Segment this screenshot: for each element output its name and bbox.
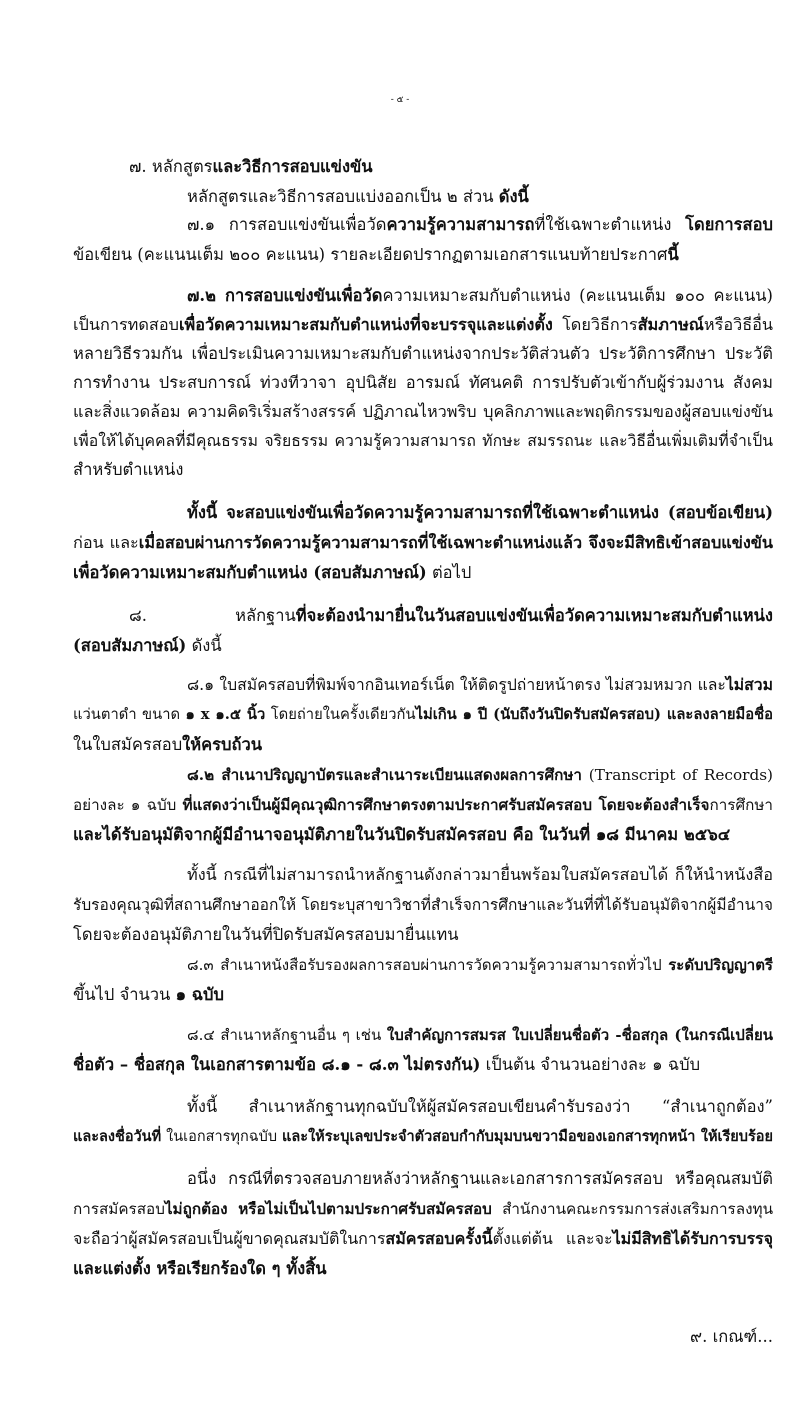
page-number: - ๕ - [390,95,410,105]
section-7-2-line-7: สำหรับตำแหน่ง [73,460,184,479]
section-7-2-line-2: เป็นการทดสอบเพื่อวัดความเหมาะสมกับตำแหน่งที่จะบรรจุและแต่งตั้ง โดยวิธีการสัมภาษณ์หรือวิธีอื่น [73,315,773,334]
section-8-4-line-1: ๘.๔ สำเนาหลักฐานอื่น ๆ เช่น ใบสำคัญการสมรส ใบเปลี่ยนชื่อตัว -ชื่อสกุล (ในกรณีเปลี่ยน [187,1026,773,1044]
section-7-note-line-2: ก่อน และเมื่อสอบผ่านการวัดความรู้ความสามารถที่ใช้เฉพาะตำแหน่งแล้ว จึงจะมีสิทธิเข้าสอบแข่งขัน [73,533,773,552]
section-8-1-line-3: ในใบสมัครสอบให้ครบถ้วน [73,735,263,754]
section-8-heading-line-2: (สอบสัมภาษณ์) ดังนี้ [73,636,222,655]
section-8-2-line-2: อย่างละ ๑ ฉบับ ที่แสดงว่าเป็นผู้มีคุณวุฒิการศึกษาตรงตามประกาศรับสมัครสอบ โดยจะต้องสำเร็จการศึกษา [73,796,773,814]
section-7-2-line-1: ๗.๒ การสอบแข่งขันเพื่อวัดความเหมาะสมกับตำแหน่ง (คะแนนเต็ม ๑๐๐ คะแนน) [187,286,773,305]
section-8-3-line-1: ๘.๓ สำเนาหนังสือรับรองผลการสอบผ่านการวัดความรู้ความสามารถทั่วไป ระดับปริญญาตรี [187,956,773,974]
section-8-4-line-2: ชื่อตัว – ชื่อสกุล ในเอกสารตามข้อ ๘.๑ - ๘.๓ ไม่ตรงกัน) เป็นต้น จำนวนอย่างละ ๑ ฉบับ [73,1055,701,1074]
section-7-note-line-1: ทั้งนี้ จะสอบแข่งขันเพื่อวัดความรู้ความสามารถที่ใช้เฉพาะตำแหน่ง (สอบข้อเขียน) [187,503,773,522]
invalidity-note-line-3: จะถือว่าผู้สมัครสอบเป็นผู้ขาดคุณสมบัติในการสมัครสอบครั้งนี้ตั้งแต่ต้น และจะไม่มีสิทธิได้รับการบรรจุ [73,1229,773,1248]
section-8-2-line-3: และได้รับอนุมัติจากผู้มีอำนาจอนุมัติภายในวันปิดรับสมัครสอบ คือ ในวันที่ ๑๘ มีนาคม ๒๕๖๔ [73,825,731,844]
section-8-heading-line-1: ๘. หลักฐานที่จะต้องนำมายื่นในวันสอบแข่งขันเพื่อวัดความเหมาะสมกับตำแหน่ง [129,606,773,625]
section-8-1-line-1: ๘.๑ ใบสมัครสอบที่พิมพ์จากอินเทอร์เน็ต ให้ติดรูปถ่ายหน้าตรง ไม่สวมหมวก และไม่สวม [187,675,773,694]
invalidity-note-line-2: การสมัครสอบไม่ถูกต้อง หรือไม่เป็นไปตามประกาศรับสมัครสอบ สำนักงานคณะกรรมการส่งเสริมการลงทุน [73,1200,773,1218]
section-8-2-note-line-1: ทั้งนี้ กรณีที่ไม่สามารถนำหลักฐานดังกล่าวมายื่นพร้อมใบสมัครสอบได้ ก็ให้นำหนังสือ [187,865,773,884]
section-8-1-line-2: แว่นตาดำ ขนาด ๑ x ๑.๕ นิ้ว โดยถ่ายในครั้งเดียวกันไม่เกิน ๑ ปี (นับถึงวันปิดรับสมัครสอบ) และลงลายมือชื่อ [73,706,773,723]
section-7-note-line-3: เพื่อวัดความเหมาะสมกับตำแหน่ง (สอบสัมภาษณ์) ต่อไป [73,563,472,582]
next-page-continuation: ๙. เกณฑ์... [690,1327,773,1346]
section-7-2-line-4: การทำงาน ประสบการณ์ ท่วงทีวาจา อุปนิสัย อารมณ์ ทัศนคติ การปรับตัวเข้ากับผู้ร่วมงาน สังคม [73,373,773,392]
invalidity-note-line-1: อนึ่ง กรณีที่ตรวจสอบภายหลังว่าหลักฐานและเอกสารการสมัครสอบ หรือคุณสมบัติ [187,1169,773,1188]
section-8-2-note-line-2: รับรองคุณวุฒิที่สถานศึกษาออกให้ โดยระบุสาขาวิชาที่สำเร็จการศึกษาและวันที่ที่ได้รับอนุมัติจากผู้มีอำนาจ [73,896,773,914]
section-7-intro: หลักสูตรและวิธีการสอบแบ่งออกเป็น ๒ ส่วน ดังนี้ [187,187,529,206]
certification-note-line-1: ทั้งนี้ สำเนาหลักฐานทุกฉบับให้ผู้สมัครสอบเขียนคำรับรองว่า “สำเนาถูกต้อง” [187,1097,773,1116]
section-8-3-line-2: ขึ้นไป จำนวน ๑ ฉบับ [73,985,224,1004]
section-7-2-line-6: เพื่อให้ได้บุคคลที่มีคุณธรรม จริยธรรม ความรู้ความสามารถ ทักษะ สมรรถนะ และวิธีอื่นเพิ่มเติมที่จำเป็น [73,431,773,450]
section-8-2-note-line-3: โดยจะต้องอนุมัติภายในวันที่ปิดรับสมัครสอบมายื่นแทน [73,925,459,944]
section-7-2-line-3: หลายวิธีรวมกัน เพื่อประเมินความเหมาะสมกับตำแหน่งจากประวัติส่วนตัว ประวัติการศึกษา ประวัติ [73,344,773,363]
section-8-2-line-1: ๘.๒ สำเนาปริญญาบัตรและสำเนาระเบียนแสดงผลการศึกษา (Transcript of Records) [187,766,773,784]
section-7-heading: ๗. หลักสูตรและวิธีการสอบแข่งขัน [129,157,373,176]
section-7-1-line-1: ๗.๑ การสอบแข่งขันเพื่อวัดความรู้ความสามารถที่ใช้เฉพาะตำแหน่ง โดยการสอบ [187,215,773,234]
certification-note-line-2: และลงชื่อวันที่ ในเอกสารทุกฉบับ และให้ระบุเลขประจำตัวสอบกำกับมุมบนขวามือของเอกสารทุกหน้า ให้เรียบร้อย [73,1128,773,1145]
section-7-1-line-2: ข้อเขียน (คะแนนเต็ม ๒๐๐ คะแนน) รายละเอียดปรากฏตามเอกสารแนบท้ายประกาศนี้ [73,245,679,264]
section-7-2-line-5: และสิ่งแวดล้อม ความคิดริเริ่มสร้างสรรค์ ปฏิภาณไหวพริบ บุคลิกภาพและพฤติกรรมของผู้สอบแข่งขัน [73,402,773,421]
invalidity-note-line-4: และแต่งตั้ง หรือเรียกร้องใด ๆ ทั้งสิ้น [73,1259,327,1278]
